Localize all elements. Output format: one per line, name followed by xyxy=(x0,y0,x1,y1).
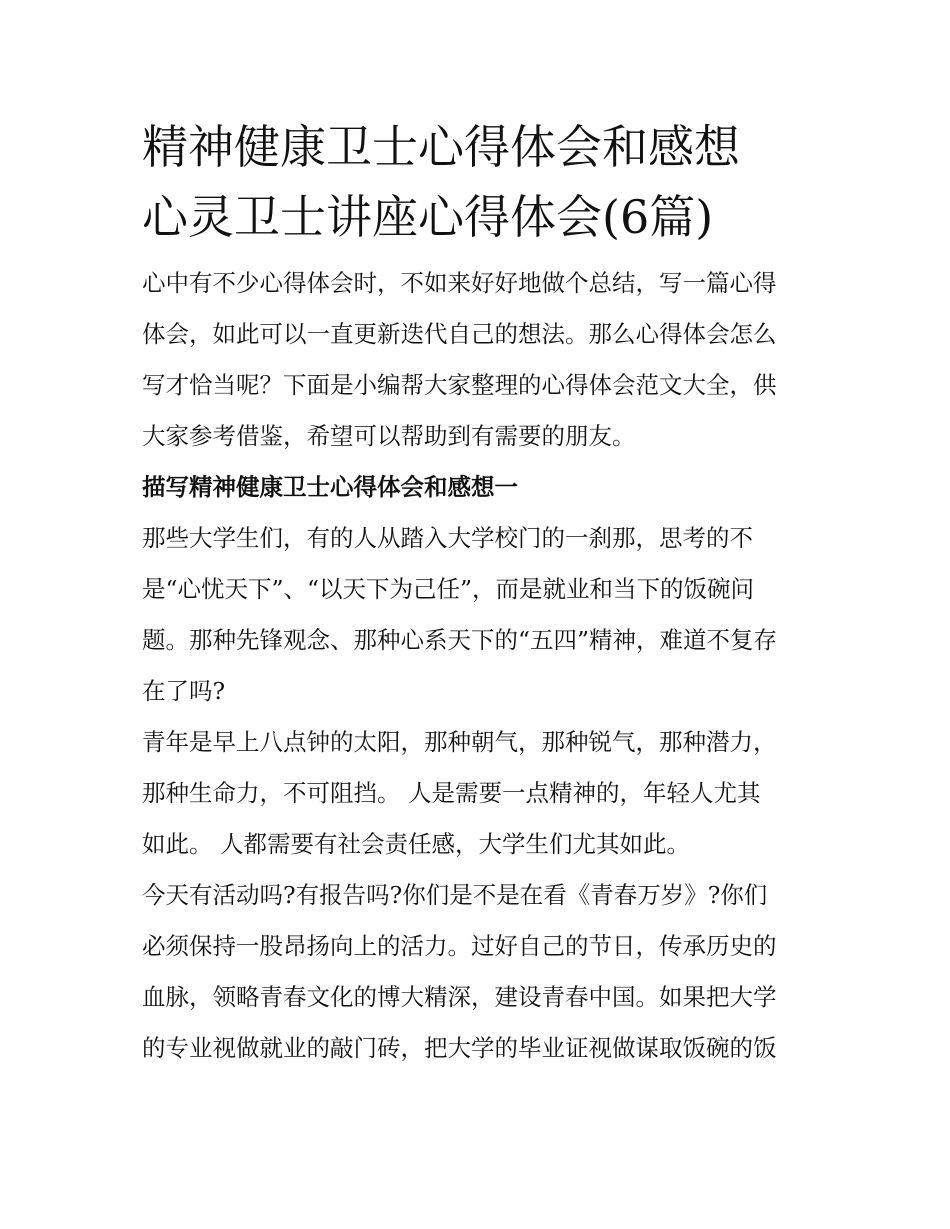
document-title xyxy=(142,112,814,252)
text-line: 今天有活动吗?有报告吗?你们是不是在看《青春万岁》?你们 xyxy=(142,881,768,909)
text-line: 必须保持一股昂扬向上的活力。过好自己的节日，传承历史的 xyxy=(142,932,777,960)
document-body xyxy=(142,112,814,1074)
title-line: 精神健康卫士心得体会和感想 xyxy=(142,120,740,174)
text-line: 心中有不少心得体会时，不如来好好地做个总结，写一篇心得 xyxy=(142,269,777,297)
intro-paragraph xyxy=(142,258,814,462)
text-line: 青年是早上八点钟的太阳，那种朝气，那种锐气，那种潜力， xyxy=(142,728,777,756)
text-line: 血脉，领略青春文化的博大精深，建设青春中国。如果把大学 xyxy=(142,983,777,1011)
title-line: 心灵卫士讲座心得体会(6篇) xyxy=(142,190,714,244)
text-line: 在了吗? xyxy=(142,677,226,705)
text-line: 写才恰当呢？下面是小编帮大家整理的心得体会范文大全，供 xyxy=(142,371,777,399)
text-line: 那种生命力，不可阻挡。 人是需要一点精神的，年轻人尤其 xyxy=(142,779,761,807)
body-paragraph xyxy=(142,870,814,1074)
body-paragraph xyxy=(142,513,814,717)
text-line: 如此。 人都需要有社会责任感，大学生们尤其如此。 xyxy=(142,830,690,858)
text-line: 大家参考借鉴，希望可以帮助到有需要的朋友。 xyxy=(142,422,636,450)
text-line: 体会，如此可以一直更新迭代自己的想法。那么心得体会怎么 xyxy=(142,320,777,348)
text-line: 那些大学生们，有的人从踏入大学校门的一刹那，思考的不 xyxy=(142,524,753,552)
section-heading: 描写精神健康卫士心得体会和感想一 xyxy=(142,473,518,501)
text-line: 题。那种先锋观念、那种心系天下的“五四”精神，难道不复存 xyxy=(142,626,778,654)
text-line: 是“心忧天下”、“以天下为己任”，而是就业和当下的饭碗问 xyxy=(142,575,755,603)
body-paragraph xyxy=(142,717,814,870)
text-line: 的专业视做就业的敲门砖，把大学的毕业证视做谋取饭碗的饭 xyxy=(142,1034,777,1062)
